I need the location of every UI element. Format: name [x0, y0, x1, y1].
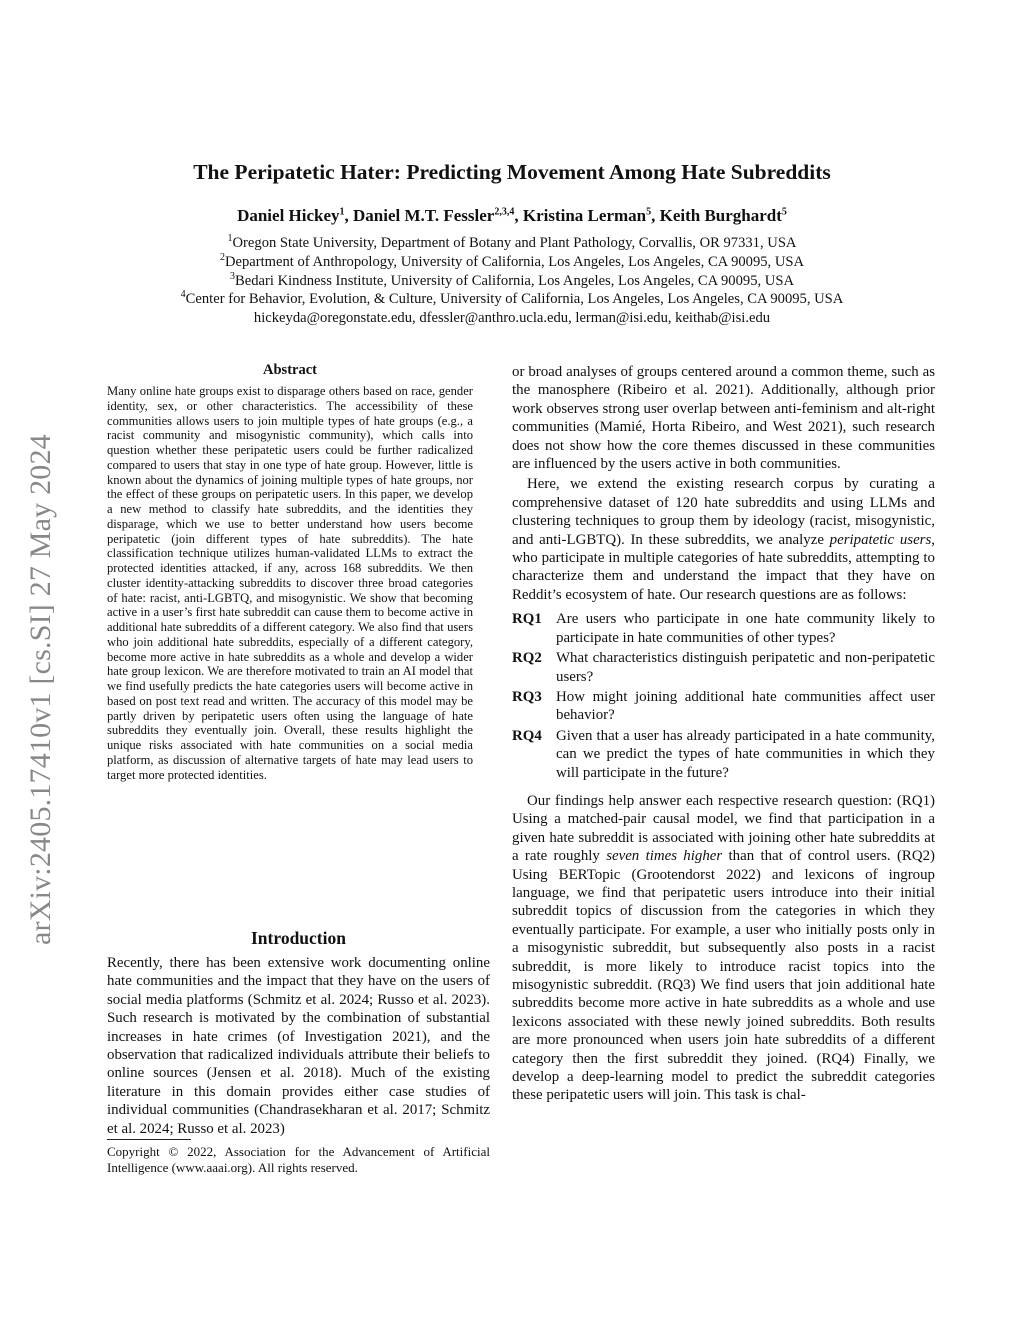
author: Daniel M.T. Fessler$^{2,3,4}$: [353, 206, 515, 225]
abstract-section: [107, 362, 473, 782]
paragraph: Here, we extend the existing research corpus by curating a comprehensive dataset of 120 hate subreddits and using LLMs and clustering techniques to group them by ideology (racist, misogynistic, and anti-LGBTQ). In these subreddits, we analyze peripatetic users, who participate in multiple categories of hate subreddits, attempting to characterize them and understand the impact that they have on Reddit’s ecosystem of hate. Our research questions are as follows:: [512, 476, 936, 603]
author: Kristina Lerman$^5$: [522, 206, 652, 225]
research-questions: [512, 610, 935, 782]
arxiv-identifier: arXiv:2405.17410v1 [cs.SI] 27 May 2024: [24, 434, 57, 945]
abstract-heading: Abstract: [263, 362, 317, 378]
introduction-paragraph: Recently, there has been extensive work documenting online hate communities and the impact that they have on the users of social media platforms (Schmitz et al. 2024; Russo et al. 2023). Such research is motivated by the combination of substantial increases in hate crimes (of Investigation 2021), and the observation that radicalized individuals attribute their beliefs to online sources (Jensen et al. 2018). Much of the existing literature in this domain provides either case studies of individual communities (Chandrasekharan et al. 2017; Schmitz et al. 2024; Russo et al. 2023): [107, 955, 490, 1137]
introduction-heading: Introduction: [251, 928, 346, 948]
copyright-notice: Copyright © 2022, Association for the Advancement of Artificial Intelligence (www.aaai.org). All rights reserved.: [107, 1144, 490, 1175]
author: Daniel Hickey$^1$: [237, 206, 345, 225]
affiliations: [0, 234, 1024, 328]
footnote-rule: [107, 1139, 191, 1140]
paper-title: The Peripatetic Hater: Predicting Movement Among Hate Subreddits: [193, 160, 831, 184]
author-list: Daniel Hickey$^1$, Daniel M.T. Fessler$^{2,3,4}$, Kristina Lerman$^5$, Keith Burghardt$^5$: [237, 206, 787, 225]
paragraph: Our findings help answer each respective research question: (RQ1) Using a matched-pair causal model, we find that participation in a given hate subreddit is associated with joining other hate subreddits at a rate roughly seven times higher than that of control users. (RQ2) Using BERTopic (Grootendorst 2022) and lexicons of ingroup language, we find that peripatetic users introduce into their initial subreddit topics of discussion from the categories in which they eventually participate. For example, a user who initially posts only in a misogynistic subreddit, but subsequently also posts in a racist subreddit, is more likely to introduce racist topics into the misogynistic subreddit. (RQ3) We find users that join additional hate subreddits become more active in hate subreddits as a whole and use lexicons associated with these newly joined subreddits. Both results are more pronounced when users join hate subreddits of a different category then the first subreddit they joined. (RQ4) Finally, we develop a deep-learning model to predict the subreddit categories these peripatetic users will join. This task is chal-: [512, 792, 935, 1104]
research-question: RQ2 What characteristics distinguish peripatetic and non-peripatetic users?: [512, 650, 935, 685]
right-column: [512, 363, 935, 1105]
affiliation: $^3$Bedari Kindness Institute, University of California, Los Angeles, Los Angeles, CA 90095, USA: [230, 270, 794, 289]
abstract-text: Many online hate groups exist to disparage others based on race, gender identity, sex, or other characteristics. The accessibility of these communities allows users to join multiple types of hate groups (e.g., a racist community and misogynistic community), which calls into question whether these peripatetic users could be further radicalized compared to users that stay in one type of hate group. However, little is known about the dynamics of joining multiple types of hate groups, nor the effect of these groups on peripatetic users. In this paper, we develop a new method to classify hate subreddits, and the identities they disparage, which we use to better understand how users become peripatetic (join different types of hate subreddits). The hate classification technique utilizes human-validated LLMs to extract the protected identities attacked, if any, across 168 subreddits. We then cluster identity-attacking subreddits to discover three broad categories of hate: racist, anti-LGBTQ, and misogynistic. We show that becoming active in a user’s first hate subreddit can cause them to become active in additional hate subreddits of a different category. We also find that users who join additional hate subreddits, especially of a different category, become more active in hate subreddits as a whole and develop a wider hate group lexicon. We are therefore motivated to train an AI model that we find usefully predicts the hate categories users will become active in based on post text read and written. The accuracy of this model may be partly driven by peripatetic users often using the language of hate subreddits they eventually join. Overall, these results highlight the unique risks associated with hate communities on a social media platform, as discussion of alternative targets of hate may lead users to target more protected identities.: [107, 384, 473, 782]
introduction-section: [107, 928, 490, 1138]
affiliation: $^1$Oregon State University, Department of Botany and Plant Pathology, Corvallis, OR 97331, USA: [227, 233, 797, 251]
affiliation: $^2$Department of Anthropology, University of California, Los Angeles, Los Angeles, CA 90095, USA: [219, 251, 805, 270]
research-question: RQ3 How might joining additional hate communities affect user behavior?: [512, 688, 935, 724]
research-question: RQ1 Are users who participate in one hate community likely to participate in hate communities of other types?: [512, 611, 935, 646]
author-emails: hickeyda@oregonstate.edu, dfessler@anthro.ucla.edu, lerman@isi.edu, keithab@isi.edu: [253, 310, 771, 327]
paragraph: or broad analyses of groups centered around a common theme, such as the manosphere (Ribeiro et al. 2021). Additionally, although prior work observes strong user overlap between anti-feminism and alt-right communities (Mamié, Horta Ribeiro, and West 2021), such research does not show how the core themes discussed in these communities are influenced by the users active in both communities.: [512, 364, 935, 473]
research-question: RQ4 Given that a user has already participated in a hate community, can we predict the types of hate communities in which they will participate in the future?: [512, 727, 935, 781]
author: Keith Burghardt$^5$: [659, 206, 787, 225]
affiliation: $^4$Center for Behavior, Evolution, & Culture, University of California, Los Angeles, Los Angeles, CA 90095, USA: [180, 289, 844, 308]
